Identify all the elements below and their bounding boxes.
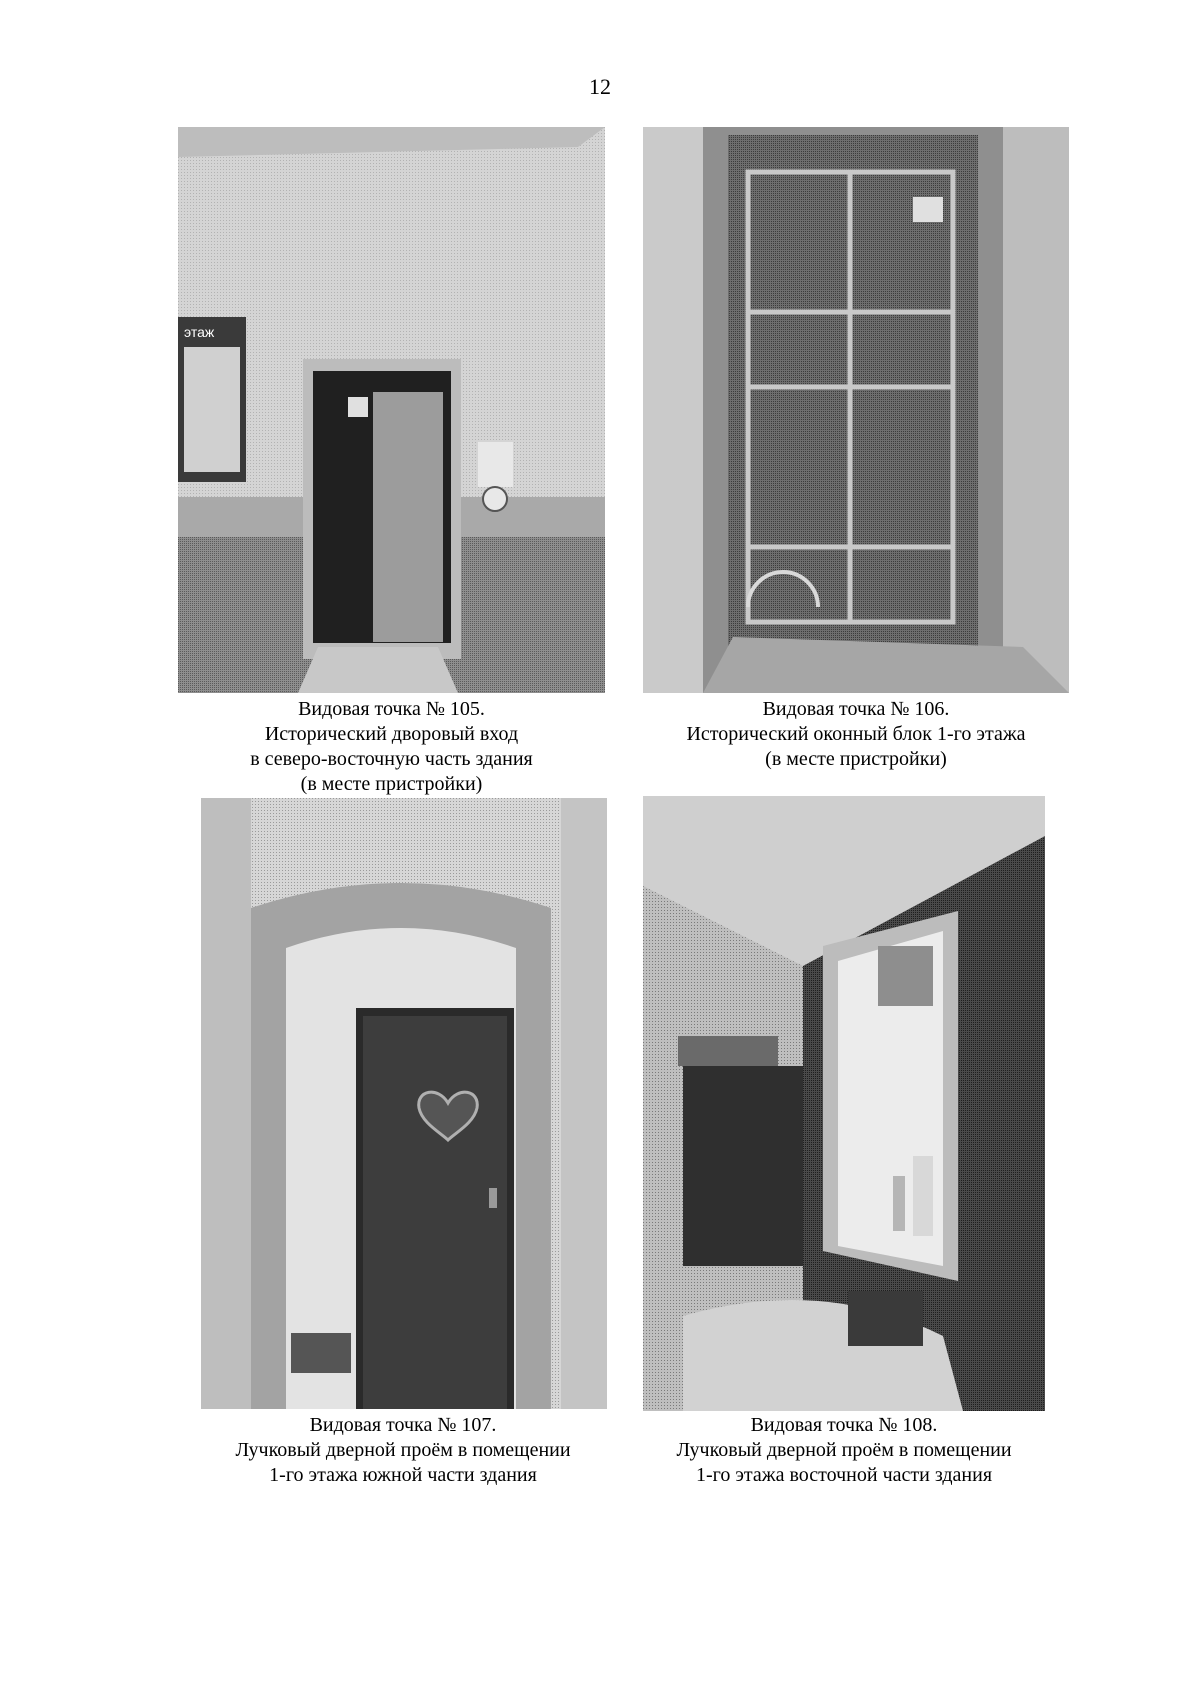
caption-view-point-108 xyxy=(643,1413,1045,1488)
photo-view-point-106 xyxy=(643,127,1069,693)
caption-view-point-105 xyxy=(178,697,605,797)
page-number: 12 xyxy=(589,74,611,99)
caption-line: Видовая точка № 108. xyxy=(750,1414,938,1436)
caption-view-point-106 xyxy=(643,697,1069,772)
photo-view-point-108 xyxy=(643,796,1045,1411)
caption-line: Видовая точка № 106. xyxy=(762,698,950,720)
floor-sign-text: этаж xyxy=(184,324,215,340)
photo-view-point-105 xyxy=(178,127,605,693)
caption-line: Лучковый дверной проём в помещении xyxy=(235,1439,571,1461)
caption-line: (в месте пристройки) xyxy=(300,773,483,795)
caption-line: в северо-восточную часть здания xyxy=(250,748,533,770)
caption-view-point-107 xyxy=(178,1413,628,1488)
caption-line: Видовая точка № 105. xyxy=(298,698,485,720)
caption-line: Видовая точка № 107. xyxy=(309,1414,497,1436)
caption-line: Исторический оконный блок 1-го этажа xyxy=(686,723,1026,745)
photo-view-point-107 xyxy=(201,798,607,1409)
caption-line: (в месте пристройки) xyxy=(765,748,947,770)
caption-line: 1-го этажа южной части здания xyxy=(269,1464,537,1486)
caption-line: Исторический дворовый вход xyxy=(264,723,519,745)
caption-line: 1-го этажа восточной части здания xyxy=(695,1464,993,1486)
caption-line: Лучковый дверной проём в помещении xyxy=(676,1439,1012,1461)
